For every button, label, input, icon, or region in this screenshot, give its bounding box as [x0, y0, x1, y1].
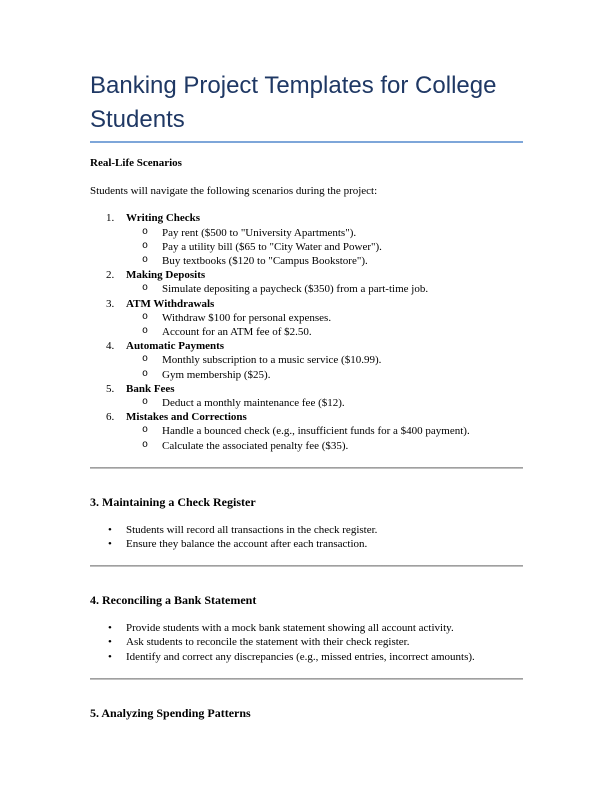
sub-list-item-text: Pay rent ($500 to "University Apartments").: [162, 226, 357, 239]
section-divider: [90, 467, 523, 469]
disc-bullet-marker: •: [108, 622, 112, 635]
bullet-item-text: Provide students with a mock bank statement showing all account activity.: [126, 622, 454, 635]
list-number: 5.: [106, 382, 115, 395]
bullet-item: [108, 650, 523, 664]
circle-bullet-marker: o: [142, 226, 149, 238]
sub-list-item-text: Deduct a monthly maintenance fee ($12).: [162, 397, 345, 410]
list-item-label: Bank Fees: [126, 382, 175, 395]
circle-bullet-marker: o: [142, 354, 149, 366]
list-number: 3.: [106, 297, 115, 310]
circle-bullet-marker: o: [142, 255, 149, 267]
sub-list-item: [142, 226, 523, 240]
circle-bullet-marker: o: [142, 240, 149, 252]
real-life-scenarios-heading: Real-Life Scenarios: [90, 157, 182, 169]
sub-list-item-text: Calculate the associated penalty fee ($35).: [162, 439, 349, 452]
sub-list-item: [142, 311, 523, 325]
disc-bullet-marker: •: [108, 523, 112, 536]
sub-list-item-text: Account for an ATM fee of $2.50.: [162, 326, 312, 339]
list-number: 2.: [106, 269, 115, 282]
section-heading-spending-patterns: 5. Analyzing Spending Patterns: [90, 705, 251, 720]
list-item: [90, 297, 523, 311]
circle-bullet-marker: o: [142, 283, 149, 295]
sub-list-item: [142, 353, 523, 367]
list-item: [90, 268, 523, 282]
list-number: 1.: [106, 212, 115, 225]
sub-list-item: [142, 368, 523, 382]
scenarios-intro-paragraph: Students will navigate the following scenarios during the project:: [90, 185, 378, 198]
section-heading-check-register: 3. Maintaining a Check Register: [90, 494, 256, 509]
sub-list-item-text: Monthly subscription to a music service ($10.99).: [162, 354, 382, 367]
list-item-label: Mistakes and Corrections: [126, 411, 247, 424]
sub-list-item-text: Simulate depositing a paycheck ($350) from a part-time job.: [162, 283, 429, 296]
list-item: [90, 382, 523, 396]
list-item-label: Automatic Payments: [126, 340, 225, 353]
disc-bullet-marker: •: [108, 636, 112, 649]
circle-bullet-marker: o: [142, 439, 149, 451]
sub-list-item-text: Handle a bounced check (e.g., insufficient funds for a $400 payment).: [162, 425, 470, 438]
sub-list-item: [142, 282, 523, 296]
circle-bullet-marker: o: [142, 368, 149, 380]
list-item: [90, 211, 523, 225]
list-number: 6.: [106, 411, 115, 424]
section-divider: [90, 678, 523, 680]
sub-list-item-text: Withdraw $100 for personal expenses.: [162, 311, 332, 324]
list-item: [90, 339, 523, 353]
sub-list-item: [142, 240, 523, 254]
sub-list-item: [142, 254, 523, 268]
circle-bullet-marker: o: [142, 326, 149, 338]
section-divider: [90, 565, 523, 567]
sub-list-item: [142, 396, 523, 410]
sub-list-item-text: Gym membership ($25).: [162, 368, 271, 381]
bullet-item-text: Students will record all transactions in the check register.: [126, 523, 378, 536]
bullet-list: [90, 621, 523, 664]
sub-list-item-text: Buy textbooks ($120 to "Campus Bookstore").: [162, 255, 368, 268]
scenarios-numbered-list: [90, 211, 523, 452]
list-item: [90, 410, 523, 424]
list-item-label: Writing Checks: [126, 212, 201, 225]
circle-bullet-marker: o: [142, 311, 149, 323]
sub-list-item: [142, 325, 523, 339]
bullet-item: [108, 523, 523, 537]
bullet-item-text: Identify and correct any discrepancies (e.g., missed entries, incorrect amounts).: [126, 650, 475, 663]
bullet-item: [108, 537, 523, 551]
disc-bullet-marker: •: [108, 538, 112, 551]
circle-bullet-marker: o: [142, 425, 149, 437]
bullet-item: [108, 621, 523, 635]
bullet-item-text: Ask students to reconcile the statement with their check register.: [126, 636, 410, 649]
circle-bullet-marker: o: [142, 397, 149, 409]
sub-list-item-text: Pay a utility bill ($65 to "City Water and Power").: [162, 240, 382, 253]
disc-bullet-marker: •: [108, 650, 112, 663]
document-title: Banking Project Templates for College Students: [90, 69, 523, 143]
bullet-item: [108, 635, 523, 649]
sub-list-item: [142, 439, 523, 453]
list-number: 4.: [106, 340, 115, 353]
bullet-list: [90, 523, 523, 551]
bullet-item-text: Ensure they balance the account after each transaction.: [126, 538, 368, 551]
section-heading-bank-statement: 4. Reconciling a Bank Statement: [90, 593, 257, 608]
list-item-label: ATM Withdrawals: [126, 297, 215, 310]
list-item-label: Making Deposits: [126, 269, 206, 282]
sub-list-item: [142, 424, 523, 438]
